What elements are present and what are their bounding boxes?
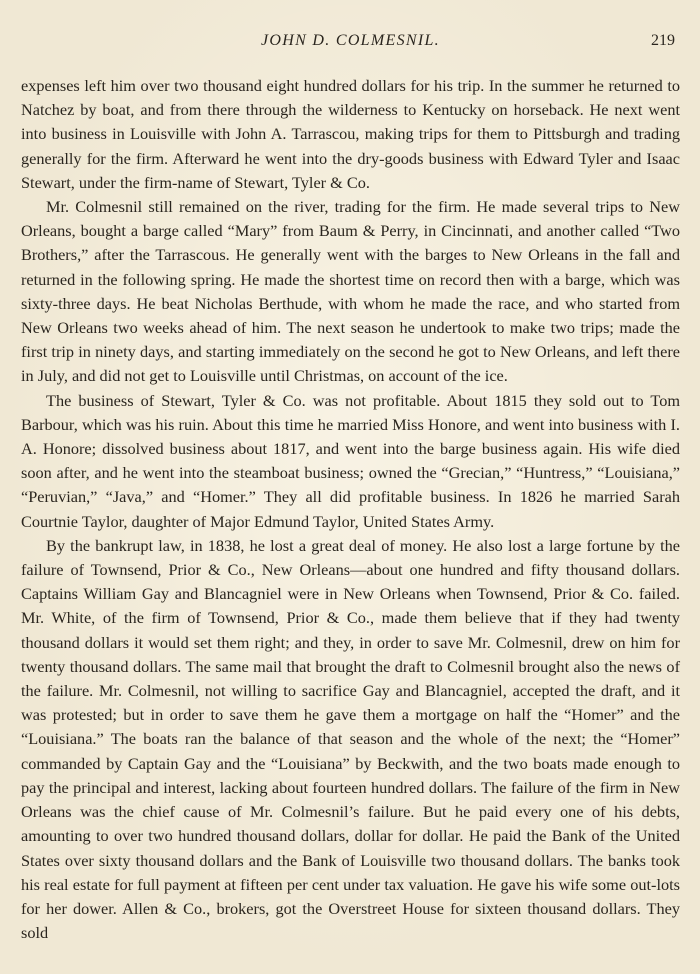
paragraph-stewart-tyler: The business of Stewart, Tyler & Co. was not profitable. About 1815 they sold out to Tom Barbour, which was his ruin. About this time he married Miss Honore, and went into business with I. A. Honore; dissolved business about 1817, and went into the barge business again. His wife died soon after, and he went into the steamboat business; owned the “Grecian,” “Huntress,” “Louisiana,” “Peruvian,” “Java,” and “Homer.” They all did profitable business. In 1826 he married Sarah Courtnie Taylor, daughter of Major Edmund Taylor, United States Army. — [21, 390, 680, 531]
body-text — [21, 74, 680, 945]
paragraph-river-trading: Mr. Colmesnil still remained on the river, trading for the firm. He made several trips to New Orleans, bought a barge called “Mary” from Baum & Perry, in Cincinnati, and another called “Two Brothers,” after the Tarrascous. He generally went with the barges to New Orleans in the fall and returned in the following spring. He made the shortest time on record then with a barge, which was sixty-three days. He beat Nicholas Berthude, with whom he made the race, and who started from New Orleans two weeks ahead of him. The next season he undertook to make two trips; made the first trip in ninety days, and starting immediately on the second he got to New Orleans, and left there in July, and did not get to Louisville until Christmas, on account of the ice. — [21, 197, 680, 386]
paragraph-continued: expenses left him over two thousand eight hundred dollars for his trip. In the summer he returned to Natchez by boat, and from there through the wilderness to Kentucky on horseback. He next went into business in Louisville with John A. Tarrascou, making trips for them to Pittsburgh and trading generally for the firm. Afterward he went into the dry-goods business with Edward Tyler and Isaac Stewart, under the firm-name of Stewart, Tyler & Co. — [21, 76, 680, 192]
running-title: JOHN D. COLMESNIL. — [261, 32, 440, 49]
running-head — [21, 32, 680, 54]
paragraph-bankrupt-law: By the bankrupt law, in 1838, he lost a great deal of money. He also lost a large fortune by the failure of Townsend, Prior & Co., New Orleans—about one hundred and fifty thousand dollars. Captains William Gay and Blancagniel were in New Orleans when Townsend, Prior & Co. failed. Mr. White, of the firm of Townsend, Prior & Co., made them believe that if they had twenty thousand dollars it would set them right; and they, in order to save Mr. Colmesnil, drew on him for twenty thousand dollars. The same mail that brought the draft to Colmesnil brought also the news of the failure. Mr. Colmesnil, not willing to sacrifice Gay and Blancagniel, accepted the draft, and it was protested; but in order to save them he gave them a mortgage on half the “Homer” and the “Louisiana.” The boats ran the balance of that season and the whole of the next; the “Homer” commanded by Captain Gay and the “Louisiana” by Beckwith, and the two boats made enough to pay the principal and interest, lacking about fourteen hundred dollars. The failure of the firm in New Orleans was the chief cause of Mr. Colmesnil’s failure. But he paid every one of his debts, amounting to over two hundred thousand dollars, dollar for dollar. He paid the Bank of the United States over sixty thousand dollars and the Bank of Louisville two thousand dollars. The banks took his real estate for full payment at fifteen per cent under tax valuation. He gave his wife some out-lots for her dower. Allen & Co., brokers, got the Overstreet House for sixteen thousand dollars. They sold — [21, 535, 680, 943]
page-number: 219 — [651, 32, 675, 49]
